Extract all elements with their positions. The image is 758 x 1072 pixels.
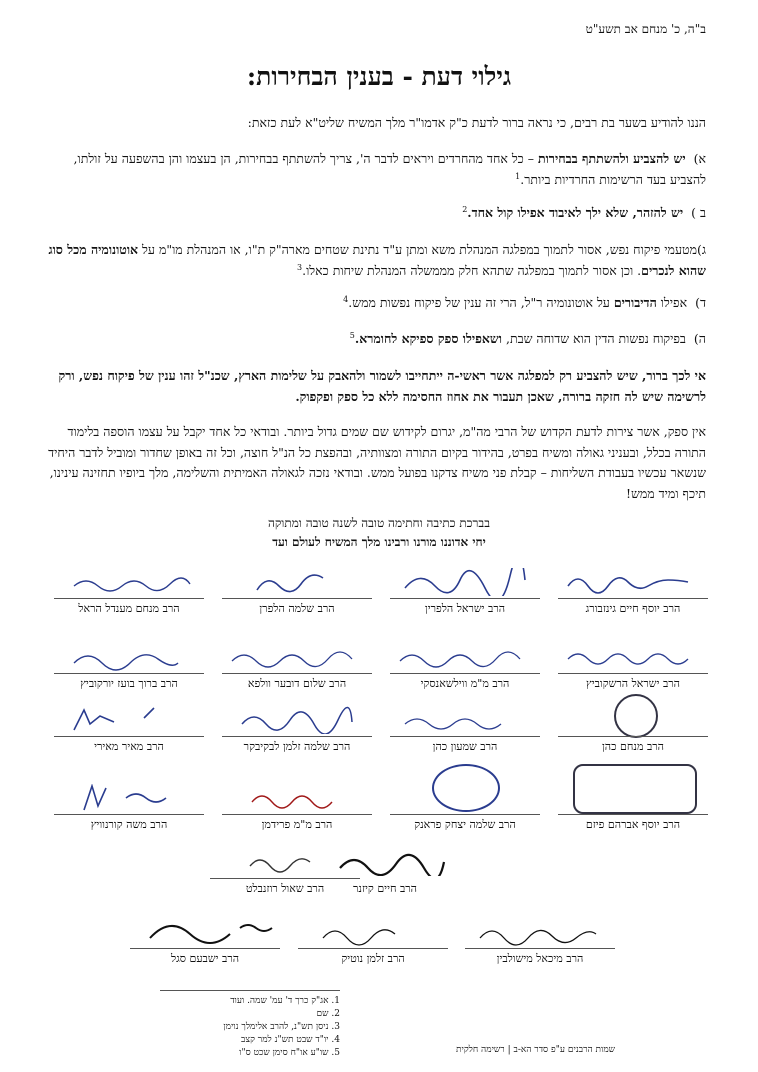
signature-line bbox=[222, 673, 372, 674]
signature-block bbox=[212, 706, 382, 753]
intro-text: הננו להודיע בשער בת רבים, כי נראה ברור לדעת כ"ק אדמו"ר מלך המשיח שליט"א לעת כזאת: bbox=[247, 115, 706, 130]
signature-scribble bbox=[288, 918, 458, 946]
footnotes bbox=[40, 990, 340, 1060]
conclusion-text: אי לכך ברור, שיש להצביע רק למפלגה אשר ראשי-ה ייתחייבו לשמור ולהאבק על שלימות הארץ, שכנ"ל זהו ענין של פיקוח נפש, ורק לרשימה שיש לה חזקה ברורה, שאכן תעבור את אחוז החסימה ללא כל ספק ופקפוק. bbox=[58, 368, 706, 404]
signature-line bbox=[54, 814, 204, 815]
signature-line bbox=[54, 736, 204, 737]
footnote-item: 4. יו"ד שבט תש"נ למר קצב bbox=[241, 1035, 340, 1046]
rabbinical-stamp bbox=[614, 694, 658, 738]
signatory-name: הרב ישבעם סגל bbox=[170, 952, 240, 965]
signature-block bbox=[548, 706, 718, 753]
signature-block bbox=[548, 568, 718, 615]
paragraph-marker: ד) bbox=[695, 295, 706, 311]
paragraph-b-bold: יש להזהר, שלא ילך לאיבוד אפילו קול אחד. bbox=[467, 205, 684, 221]
paragraph-b bbox=[48, 203, 706, 224]
signature-block bbox=[455, 918, 625, 965]
signature-scribble bbox=[548, 568, 718, 596]
paragraph-d-text1: אפילו bbox=[656, 295, 688, 311]
signatory-name: הרב שאול רוזנבלט bbox=[245, 882, 325, 895]
signature-line bbox=[222, 736, 372, 737]
signatory-name: הרב חיים קיזנר bbox=[353, 882, 417, 895]
signature-line bbox=[390, 673, 540, 674]
signatory-name: הרב יוסף אברהם פיזם bbox=[585, 818, 681, 831]
paragraph-a-text: – כל אחד מהחרדים ויראים לדבר ה', צריך להשתתף בבחירות, הן בעצמו והן בהשפעה על זולתו, להצביע בעד הרשימות החרדיות ביותר. bbox=[73, 151, 706, 187]
signature-line bbox=[465, 948, 615, 949]
footnote-item: 2. שם bbox=[316, 1009, 340, 1020]
footnote-ref: 5 bbox=[349, 331, 355, 340]
signatory-name: הרב ישראל הלפרין bbox=[424, 602, 506, 615]
signature-line bbox=[222, 814, 372, 815]
signature-block bbox=[44, 643, 214, 690]
signatory-name: הרב ברוך בועז יורקוביץ bbox=[80, 677, 178, 690]
signatory-name: הרב משה קורנוויץ bbox=[90, 818, 168, 831]
signature-block bbox=[380, 568, 550, 615]
signature-line bbox=[390, 736, 540, 737]
signature-line bbox=[54, 673, 204, 674]
footnote-divider bbox=[160, 990, 340, 991]
signature-block bbox=[44, 706, 214, 753]
signatory-name: הרב שמעון כהן bbox=[432, 740, 498, 753]
signature-block bbox=[44, 784, 214, 831]
closing-text: אין ספק, אשר צירות לדעת הקדוש של הרבי מה"מ, יגרום לקידוש שם שמים גדול ביותר. ובודאי כל אחד יקבל על עצמו הוספה בלימוד התורה בכלל, ובעניני גאולה ומשיח בפרט, בהידור בקיום התורה ומצוותיה, ובהפצת כל הנ"ל חוצה, וכל זה באופן שחדור ומוביל לדבר היחיד שנשאר עכשיו בעבודת השליחות – קבלת פני משיח צדקנו בפועל ממש. ובודאי נזכה לגאולה האמיתית והשלימה, מלך ביופיו תחזינה עינינו, תיכף ומיד ממש! bbox=[48, 424, 706, 501]
document-title: גילוי דעת - בענין הבחירות: bbox=[246, 62, 512, 91]
footnote-item: 5. שו"ע או"ח סימן שכט ס"ו bbox=[239, 1048, 340, 1059]
signature-scribble bbox=[455, 918, 625, 946]
signatory-name: הרב מאיר מאירי bbox=[94, 740, 164, 753]
signature-scribble bbox=[120, 918, 290, 946]
signature-scribble bbox=[44, 706, 214, 734]
paragraph-a-bold: יש להצביע ולהשתתף בבחירות bbox=[537, 151, 686, 166]
signature-line bbox=[558, 598, 708, 599]
signature-block bbox=[380, 643, 550, 690]
signatory-name: הרב שלמה יצחק פראנק bbox=[414, 818, 516, 831]
footnote-ref: 2 bbox=[462, 205, 468, 214]
signature-block bbox=[200, 848, 370, 895]
signatory-name: הרב מ"מ פרידמן bbox=[261, 818, 333, 831]
paragraph-d bbox=[48, 293, 706, 314]
paragraph-g-text2: . וכן אסור לתמוך במפלגה שתהא חלק מממשלה המנהלת שיחות כאלו. bbox=[302, 262, 642, 278]
rabbinical-stamp bbox=[432, 764, 500, 812]
signature-scribble bbox=[380, 706, 550, 734]
signature-line bbox=[558, 673, 708, 674]
signature-block bbox=[212, 568, 382, 615]
signatory-name: הרב יוסף חיים גינזבורג bbox=[585, 602, 681, 615]
signature-scribble bbox=[212, 568, 382, 596]
paragraph-marker: א) bbox=[693, 151, 706, 166]
blessing bbox=[0, 514, 758, 552]
signature-scribble bbox=[44, 643, 214, 671]
signature-line bbox=[222, 598, 372, 599]
signature-line bbox=[210, 878, 360, 879]
paragraph-h-bold: ושאפילו ספק ספיקא לחומרא. bbox=[354, 331, 502, 347]
signature-scribble bbox=[212, 784, 382, 812]
paragraph-a bbox=[48, 149, 706, 190]
date-line: ב"ה, כ' מנחם אב תשע"ט bbox=[585, 22, 706, 36]
footnote-item: 3. ניסן תש"נ, להרב אלימלך נוימן bbox=[223, 1022, 340, 1033]
paragraph-h-text1: בפיקוח נפשות הדין הוא שדוחה שבת, bbox=[502, 331, 686, 347]
blessing-line: בברכת כתיבה וחתימה טובה לשנה טובה ומתוקה bbox=[267, 516, 491, 530]
paragraph-d-bold: הדיבורים bbox=[613, 295, 657, 311]
signatory-name: הרב שלמה זלמן לבקיבקר bbox=[243, 740, 351, 753]
signatory-name: הרב ישראל הרשקוביץ bbox=[586, 677, 680, 690]
footnote-item: 1. אג"ק כרך ד' עמ' שמה. ועוד bbox=[230, 996, 340, 1006]
signature-scribble bbox=[200, 848, 370, 876]
signatory-name: הרב מיכאל מישולבין bbox=[496, 952, 584, 965]
signature-block bbox=[120, 918, 290, 965]
signature-scribble bbox=[380, 643, 550, 671]
signatory-name: הרב מנחם כהן bbox=[601, 740, 664, 753]
signature-line bbox=[390, 814, 540, 815]
paragraph-marker: ה) bbox=[693, 331, 706, 347]
signature-line bbox=[390, 598, 540, 599]
signature-block bbox=[548, 643, 718, 690]
paragraph-marker: ב ) bbox=[691, 205, 706, 221]
signature-block bbox=[380, 784, 550, 831]
signature-line bbox=[130, 948, 280, 949]
signature-scribble bbox=[212, 643, 382, 671]
signature-block bbox=[212, 784, 382, 831]
signature-line bbox=[54, 598, 204, 599]
footnote-ref: 4 bbox=[343, 295, 349, 304]
signatory-name: הרב זלמן נוטיק bbox=[341, 952, 405, 965]
signature-scribble bbox=[212, 706, 382, 734]
signature-block bbox=[380, 706, 550, 753]
paragraph-g-text1: ג)מטעמי פיקוח נפש, אסור לתמוך במפלגה המנהלת משא ומתן ע"ד נתינת שטחים מארה"ק ת"ו, או המנהלת מו"מ על bbox=[138, 242, 706, 257]
paragraph-h bbox=[48, 329, 706, 350]
blessing-slogan: יחי אדוננו מורנו ורבינו מלך המשיח לעולם ועד bbox=[272, 535, 486, 550]
signatory-name: הרב מ"מ ווילשאנסקי bbox=[420, 677, 510, 690]
signature-block bbox=[212, 643, 382, 690]
signature-line bbox=[298, 948, 448, 949]
footnote-ref: 3 bbox=[297, 262, 303, 272]
signature-block bbox=[288, 918, 458, 965]
paragraph-g bbox=[48, 240, 706, 281]
signature-block bbox=[44, 568, 214, 615]
signatory-name: הרב שלום דובער וולפא bbox=[247, 677, 347, 690]
signature-block bbox=[548, 784, 718, 831]
signature-scribble bbox=[44, 784, 214, 812]
signatory-name: הרב שלמה הלפרן bbox=[259, 602, 335, 615]
signature-scribble bbox=[380, 568, 550, 596]
signatories-note: שמות הרבנים ע"פ סדר הא-ב | רשימה חלקית bbox=[456, 1045, 616, 1055]
paragraph-g-bold: אוטונומיה מכל סוג שהוא לנכרים bbox=[48, 242, 706, 278]
footnote-ref: 1 bbox=[515, 171, 521, 181]
signature-scribble bbox=[44, 568, 214, 596]
paragraph-d-text2: על אוטונומיה ר"ל, הרי זה ענין של פיקוח נפשות ממש. bbox=[348, 295, 614, 311]
signature-scribble bbox=[548, 643, 718, 671]
signature-line bbox=[558, 814, 708, 815]
signature-line bbox=[558, 736, 708, 737]
signatory-name: הרב מנחם מענדל הראל bbox=[78, 602, 180, 615]
rabbinical-stamp bbox=[573, 764, 697, 814]
